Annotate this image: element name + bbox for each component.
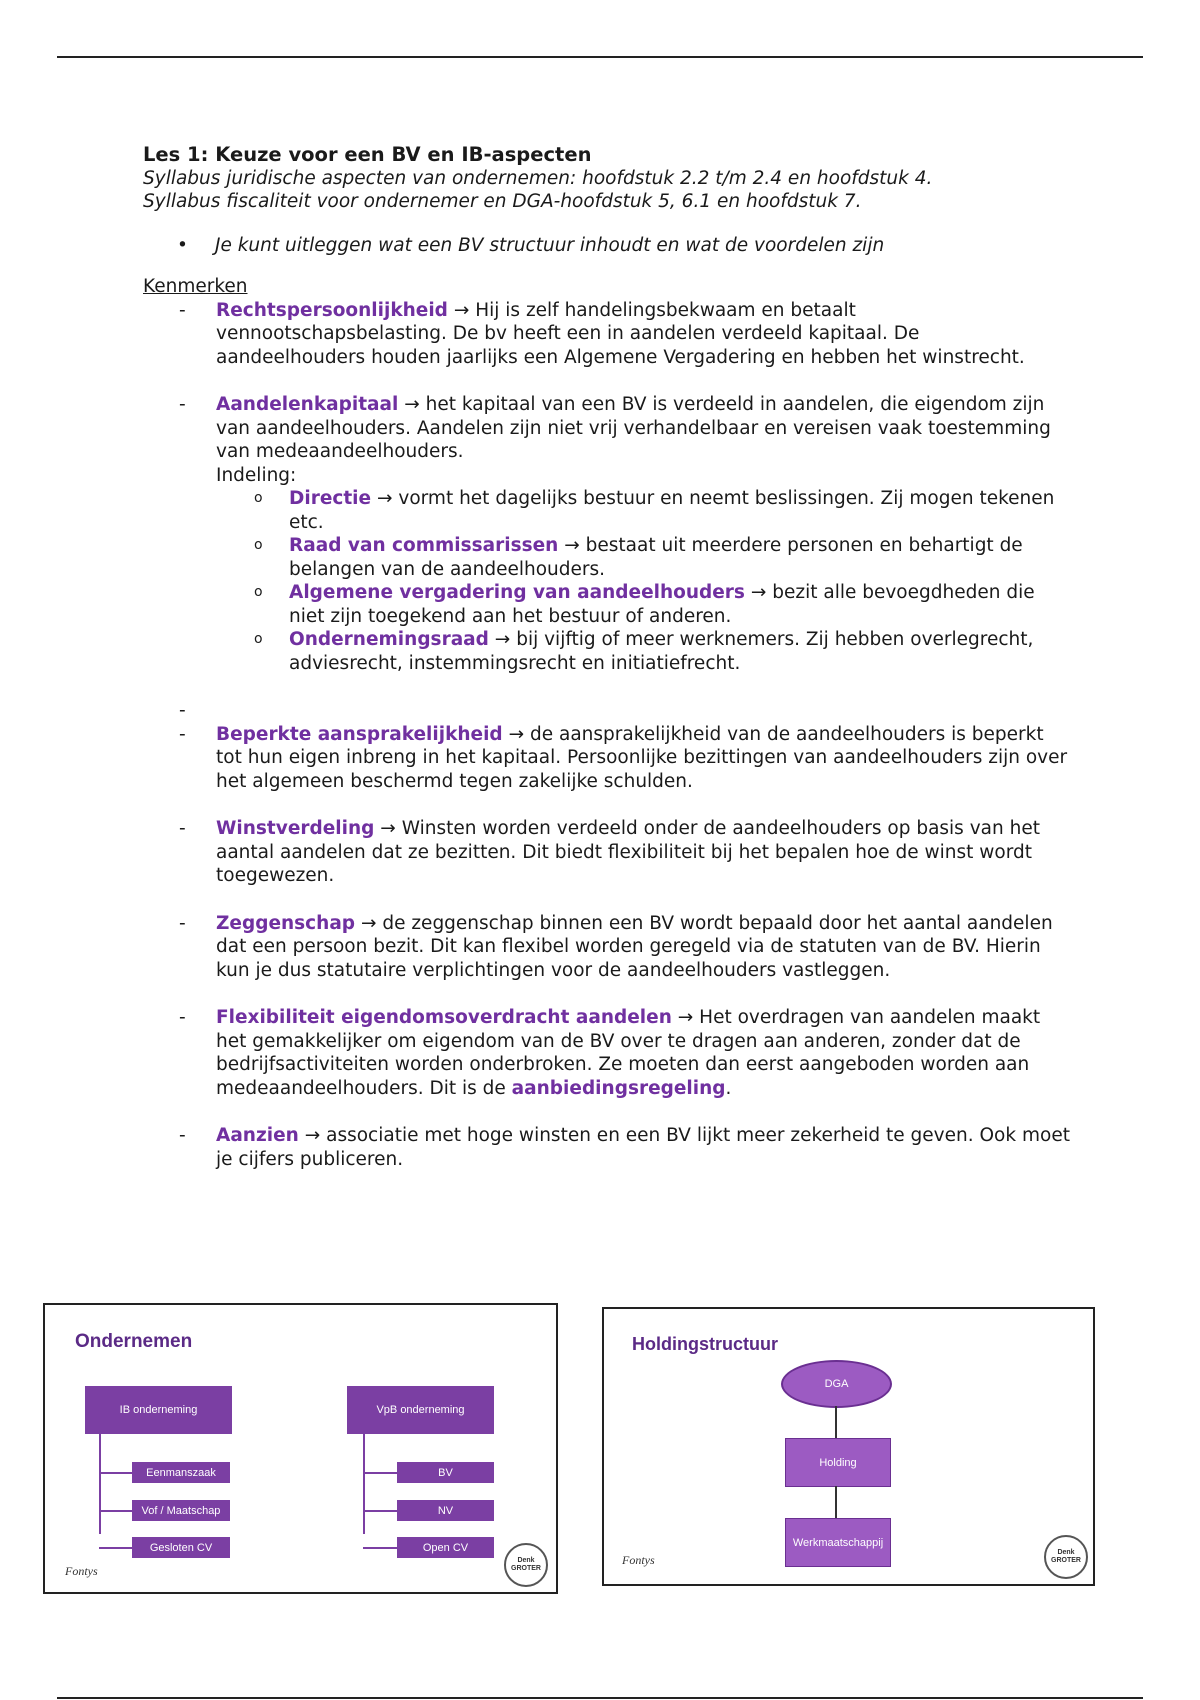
fontys-logo: Fontys	[622, 1553, 655, 1567]
sub-item-text: bij vijftig of meer werknemers. Zij hebben overlegrecht, adviesrecht, instemmingsrecht en initiatiefrecht.	[289, 629, 1034, 674]
slide-holdingstructuur	[602, 1307, 1095, 1586]
arrow-icon: →	[453, 299, 470, 321]
item-text: Het overdragen van aandelen maakt het gemakkelijker om eigendom van de BV over te dragen aan anderen, zonder dat de bedrijfsactiviteiten worden onderbroken. Ze moeten dan eerst aangeboden worden aan medeaandeelhouders. Dit is de	[216, 1007, 1041, 1099]
child-box: Vof / Maatschap	[132, 1500, 230, 1521]
item-extra: Indeling:	[216, 464, 297, 486]
learning-goal-text: Je kunt uitleggen wat een BV structuur inhoudt en wat de voordelen zijn	[215, 234, 885, 256]
list-item	[143, 299, 1073, 370]
sub-item	[216, 581, 1073, 628]
arrow-icon: →	[564, 535, 580, 556]
circle-marker: o	[254, 631, 263, 647]
arrow-icon: →	[380, 818, 396, 839]
term: Zeggenschap	[216, 912, 356, 934]
dash-marker: -	[179, 700, 186, 721]
sub-item-text: vormt het dagelijks bestuur en neemt beslissingen. Zij mogen tekenen etc.	[289, 488, 1055, 533]
item-text: Winsten worden verdeeld onder de aandeelhouders op basis van het aantal aandelen dat ze bezitten. Dit biedt flexibiliteit bij het bepalen hoe de winst wordt toegewezen.	[216, 818, 1040, 886]
slide-title: Ondernemen	[75, 1331, 193, 1352]
arrow-icon: →	[750, 582, 767, 603]
denk-groter-badge: Denk GROTER	[1044, 1535, 1088, 1579]
dash-marker: -	[179, 394, 186, 415]
arrow-icon: →	[677, 1007, 694, 1028]
dash-marker: -	[179, 912, 186, 934]
denk-groter-badge: Denk GROTER	[504, 1543, 548, 1587]
sub-item-text: bezit alle bevoegdheden die niet zijn toegekend aan het bestuur of anderen.	[289, 582, 1035, 627]
slide-ondernemen	[43, 1303, 558, 1594]
dash-marker: -	[179, 723, 186, 745]
dash-marker: -	[179, 818, 186, 839]
connector	[99, 1434, 101, 1534]
arrow-icon: →	[376, 488, 393, 509]
holding-node: Holding	[785, 1438, 891, 1487]
child-box: Open CV	[397, 1537, 494, 1558]
arrow-icon: →	[508, 723, 525, 745]
term: Rechtspersoonlijkheid	[216, 299, 448, 321]
syllabus-line-1: Syllabus juridische aspecten van ondernemen: hoofdstuk 2.2 t/m 2.4 en hoofdstuk 4.	[143, 167, 933, 189]
term: Flexibiliteit eigendomsoverdracht aandelen	[216, 1007, 672, 1028]
term: Directie	[289, 488, 372, 509]
term: Ondernemingsraad	[289, 629, 489, 650]
connector	[835, 1486, 837, 1518]
ib-onderneming-box: IB onderneming	[85, 1386, 232, 1434]
arrow-icon: →	[404, 394, 420, 415]
term: aanbiedingsregeling	[511, 1077, 726, 1099]
list-item	[143, 723, 1073, 794]
term: Aandelenkapitaal	[216, 394, 399, 415]
term: Winstverdeling	[216, 818, 375, 839]
empty-list-item	[143, 699, 1073, 723]
slide-title: Holdingstructuur	[632, 1334, 778, 1354]
connector	[363, 1434, 365, 1534]
circle-marker: o	[254, 490, 263, 506]
sub-item-text: bestaat uit meerdere personen en behartigt de belangen van de aandeelhouders.	[289, 535, 1023, 580]
list-item	[143, 817, 1073, 888]
circle-marker: o	[254, 537, 263, 553]
item-text: Hij is zelf handelingsbekwaam en betaalt vennootschapsbelasting. De bv heeft een in aandelen verdeeld kapitaal. De aandeelhouders houden jaarlijks een Algemene Vergadering en hebben het winstrecht.	[216, 299, 1025, 368]
item-text: associatie met hoge winsten en een BV lijkt meer zekerheid te geven. Ook moet je cijfers publiceren.	[216, 1125, 1070, 1170]
term: Algemene vergadering van aandeelhouders	[289, 582, 745, 603]
arrow-icon: →	[304, 1125, 321, 1146]
item-tail: .	[725, 1077, 732, 1099]
connector	[99, 1510, 132, 1512]
dash-marker: -	[179, 1007, 186, 1028]
connector	[99, 1472, 132, 1474]
connector	[835, 1406, 837, 1438]
term: Beperkte aansprakelijkheid	[216, 723, 503, 745]
child-box: Gesloten CV	[132, 1537, 230, 1558]
top-rule	[57, 56, 1143, 58]
bottom-rule	[57, 1697, 1143, 1699]
item-text: de zeggenschap binnen een BV wordt bepaald door het aantal aandelen dat een persoon bezit. Dit kan flexibel worden geregeld via de statuten van de BV. Hierin kun je dus statutaire verplichtingen voor de aandeelhouders vastleggen.	[216, 912, 1053, 981]
dga-node: DGA	[781, 1360, 892, 1408]
connector	[99, 1547, 132, 1549]
arrow-icon: →	[494, 629, 511, 650]
bullet-icon: •	[177, 234, 188, 256]
item-text: de aansprakelijkheid van de aandeelhouders is beperkt tot hun eigen inbreng in het kapitaal. Persoonlijke bezittingen van aandeelhouders zijn over het algemeen beschermd tegen zakelijke schulden.	[216, 723, 1068, 792]
child-box: Eenmanszaak	[132, 1462, 230, 1483]
sub-item	[216, 487, 1073, 534]
syllabus-line-2: Syllabus fiscaliteit voor ondernemer en DGA-hoofdstuk 5, 6.1 en hoofdstuk 7.	[143, 191, 862, 212]
learning-goal	[143, 234, 1073, 258]
term: Aanzien	[216, 1125, 299, 1146]
child-box: NV	[397, 1500, 494, 1521]
werkmaatschappij-node: Werkmaatschappij	[785, 1518, 891, 1567]
dash-marker: -	[179, 1125, 186, 1146]
lesson-title: Les 1: Keuze voor een BV en IB-aspecten	[143, 143, 592, 166]
list-item	[143, 393, 1073, 675]
circle-marker: o	[254, 584, 263, 600]
list-item	[143, 1124, 1073, 1171]
child-box: BV	[397, 1462, 494, 1483]
section-label: Kenmerken	[143, 276, 248, 297]
dash-marker: -	[179, 299, 186, 321]
list-item	[143, 912, 1073, 983]
sub-item	[216, 628, 1073, 675]
sub-item	[216, 534, 1073, 581]
arrow-icon: →	[360, 912, 377, 934]
document-body	[143, 143, 1073, 1171]
fontys-logo: Fontys	[65, 1564, 98, 1578]
term: Raad van commissarissen	[289, 535, 559, 556]
item-text: het kapitaal van een BV is verdeeld in aandelen, die eigendom zijn van aandeelhouders. Aandelen zijn niet vrij verhandelbaar en vereisen vaak toestemming van medeaandeelhouders.	[216, 394, 1051, 462]
list-item	[143, 1006, 1073, 1100]
vpb-onderneming-box: VpB onderneming	[347, 1386, 494, 1434]
